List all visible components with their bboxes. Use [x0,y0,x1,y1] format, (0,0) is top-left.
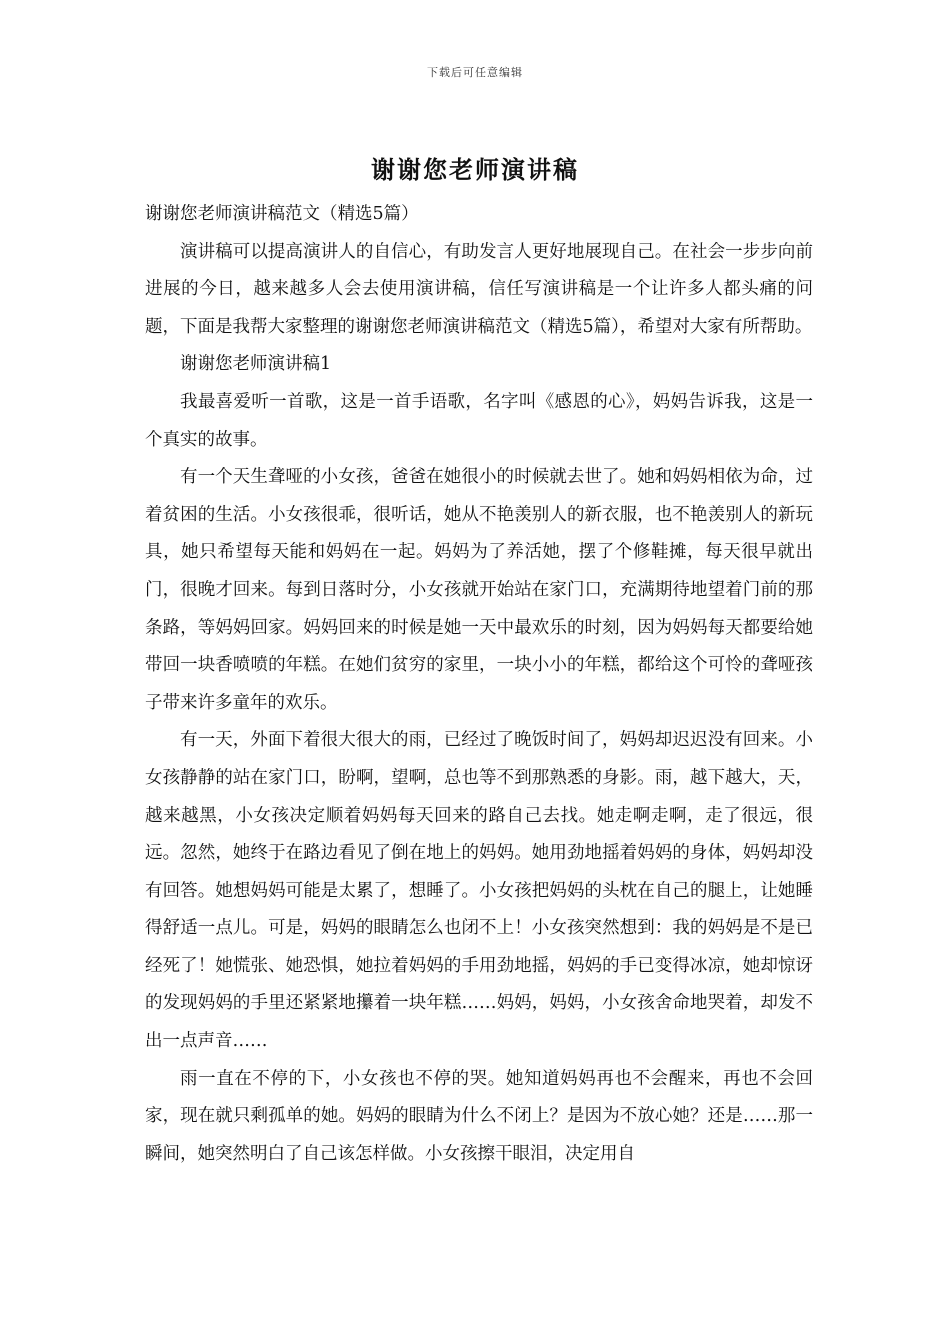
header-note: 下载后可任意编辑 [427,66,523,79]
document-subtitle: 谢谢您老师演讲稿范文（精选5篇） [145,204,419,224]
paragraph-intro: 演讲稿可以提高演讲人的自信心，有助发言人更好地展现自己。在社会一步步向前进展的今日，越来越多人会去使用演讲稿，信任写演讲稿是一个让许多人都头痛的问题，下面是我帮大家整理的谢谢您老师演讲稿范文（精选5篇），希望对大家有所帮助。 [145,241,813,337]
paragraph: 有一天，外面下着很大很大的雨，已经过了晚饭时间了，妈妈却迟迟没有回来。小女孩静静的站在家门口，盼啊，望啊，总也等不到那熟悉的身影。雨，越下越大，天，越来越黑，小女孩决定顺着妈妈每天回来的路自己去找。她走啊走啊，走了很远，很远。忽然，她终于在路边看见了倒在地上的妈妈。她用劲地摇着妈妈的身体，妈妈却没有回答。她想妈妈可能是太累了，想睡了。小女孩把妈妈的头枕在自己的腿上，让她睡得舒适一点儿。可是，妈妈的眼睛怎么也闭不上！小女孩突然想到：我的妈妈是不是已经死了！她慌张、她恐惧，她拉着妈妈的手用劲地摇，妈妈的手已变得冰凉，她却惊讶的发现妈妈的手里还紧紧地攥着一块年糕……妈妈，妈妈，小女孩舍命地哭着，却发不出一点声音…… [145,730,813,1052]
document-title: 谢谢您老师演讲稿 [371,155,579,184]
paragraph: 我最喜爱听一首歌，这是一首手语歌，名字叫《感恩的心》，妈妈告诉我，这是一个真实的故事。 [145,391,813,450]
document-body [145,196,813,1173]
paragraph: 有一个天生聋哑的小女孩，爸爸在她很小的时候就去世了。她和妈妈相依为命，过着贫困的生活。小女孩很乖，很听话，她从不艳羡别人的新衣服，也不艳羡别人的新玩具，她只希望每天能和妈妈在一起。妈妈为了养活她，摆了个修鞋摊，每天很早就出门，很晚才回来。每到日落时分，小女孩就开始站在家门口，充满期待地望着门前的那条路，等妈妈回家。妈妈回来的时候是她一天中最欢乐的时刻，因为妈妈每天都要给她带回一块香喷喷的年糕。在她们贫穷的家里，一块小小的年糕，都给这个可怜的聋哑孩子带来许多童年的欢乐。 [145,467,813,713]
paragraph: 雨一直在不停的下，小女孩也不停的哭。她知道妈妈再也不会醒来，再也不会回家，现在就只剩孤单的她。妈妈的眼睛为什么不闭上？是因为不放心她？还是……那一瞬间，她突然明白了自己该怎样做。小女孩擦干眼泪，决定用自 [145,1068,813,1164]
section-heading: 谢谢您老师演讲稿1 [180,354,332,375]
